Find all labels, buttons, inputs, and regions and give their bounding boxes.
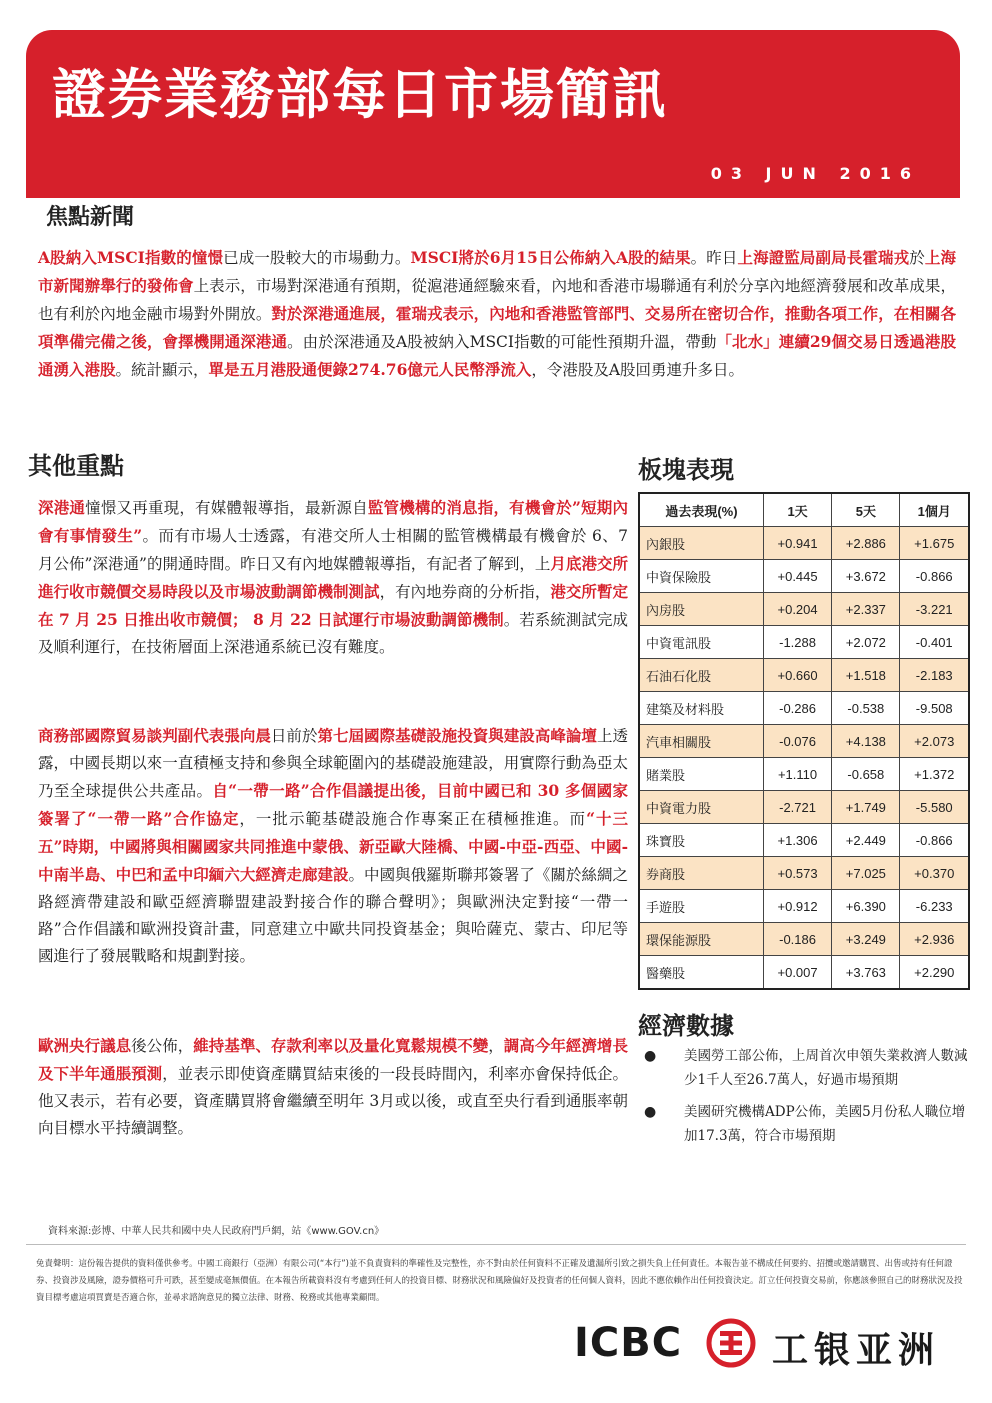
column-header: 1天 [763,493,831,527]
one-day-cell: -0.186 [763,923,831,956]
logo-chinese-text: 工银亚洲 [772,1330,941,1371]
body-text: 。統計顯示， [115,361,209,379]
five-day-cell: +2.337 [832,593,900,626]
other-highlights-heading: 其他重點 [28,452,124,480]
table-row [639,791,969,824]
sector-name-cell: 石油石化股 [639,659,763,692]
one-month-cell: -5.580 [900,791,969,824]
highlight-paragraph-shenzhen-connect [38,494,628,661]
body-text: ，令港股及A股回勇連升多日。 [531,361,745,379]
focus-news-paragraph [38,244,956,384]
five-day-cell: +6.390 [832,890,900,923]
five-day-cell: -0.658 [832,758,900,791]
body-text: 。若系統測試完成及順利運行，在技術層面上深港通系統已沒有難度。 [38,611,628,656]
highlight-text: 調高今年經濟增長及下半年通脹預測 [38,1036,628,1083]
body-text: 後公佈， [131,1037,194,1055]
one-day-cell: -2.721 [763,791,831,824]
body-text: ，有內地券商的分析指， [379,583,551,601]
column-header: 過去表現(%) [639,493,763,527]
one-day-cell: +0.912 [763,890,831,923]
one-month-cell: -0.866 [900,824,969,857]
table-row [639,527,969,560]
sector-name-cell: 中資電力股 [639,791,763,824]
highlight-text: “十三五”時期，中國將與相關國家共同推進中蒙俄、新亞歐大陸橋、中國-中亞-西亞、中國-中南半島、中巴和孟中印緬六大經濟走廊建設 [38,809,628,884]
table-row [639,725,969,758]
one-month-cell: +2.936 [900,923,969,956]
body-text: ，並表示即使資產購買結束後的一段長時間內，利率亦會保持低企。他又表示，若有必要，資產購買將會繼續至明年 3月或以後，或直至央行看到通脹率朝向目標水平持續調整。 [38,1065,628,1137]
five-day-cell: +2.886 [832,527,900,560]
sector-performance-heading: 板塊表現 [638,456,734,484]
one-month-cell: +1.372 [900,758,969,791]
five-day-cell: +7.025 [832,857,900,890]
highlight-text: 自“一帶一路”合作倡議提出後，目前中國已和 30 多個國家簽署了“一帶一路”合作協定 [38,781,628,828]
one-month-cell: +1.675 [900,527,969,560]
one-month-cell: -0.866 [900,560,969,593]
data-source-note: 資料來源:彭博、中華人民共和國中央人民政府門戶網，站《www.GOV.cn》 [48,1226,385,1237]
list-item [638,1044,968,1092]
sector-performance-table [638,492,970,990]
highlight-text: 歐洲央行議息 [38,1036,132,1055]
footer-divider [26,1244,966,1245]
body-text: 已成一股較大的市場動力。 [223,249,411,267]
highlight-text: 商務部國際貿易談判副代表張向晨 [38,726,271,745]
icbc-emblem-icon [706,1318,756,1368]
table-row [639,857,969,890]
highlight-text: 「北水」連續29個交易日透過港股通湧入港股 [38,332,956,379]
one-month-cell: -0.401 [900,626,969,659]
body-text: ，一批示範基礎設施合作專案正在積極推進。而 [239,810,587,828]
one-month-cell: +2.073 [900,725,969,758]
one-month-cell: -3.221 [900,593,969,626]
body-text: 憧憬又再重現，有媒體報導指，最新源自 [85,499,368,517]
table-row [639,560,969,593]
table-row [639,692,969,725]
report-date: 03 JUN 2016 [710,164,920,183]
bullet-icon: ● [644,1104,657,1120]
highlight-text: 上海市新聞辦舉行的發佈會 [38,248,956,295]
five-day-cell: -0.538 [832,692,900,725]
table-row [639,824,969,857]
body-text: 。由於深港通及A股被納入MSCI指數的可能性預期升溫，帶動 [287,333,717,351]
bullet-icon: ● [644,1048,657,1064]
logo-english-text: ICBC [574,1320,683,1366]
sector-name-cell: 建築及材料股 [639,692,763,725]
one-month-cell: +2.290 [900,956,969,990]
one-month-cell: -2.183 [900,659,969,692]
economic-data-heading: 經濟數據 [638,1012,734,1040]
one-day-cell: +0.445 [763,560,831,593]
sector-name-cell: 汽車相關股 [639,725,763,758]
sector-name-cell: 中資電訊股 [639,626,763,659]
sector-name-cell: 中資保險股 [639,560,763,593]
table-row [639,758,969,791]
body-text: 。昨日 [690,249,738,267]
highlight-text: 深港通 [38,498,86,517]
five-day-cell: +3.249 [832,923,900,956]
economic-item-text: 美國勞工部公佈，上周首次申領失業救濟人數減少1千人至26.7萬人，好過市場預期 [684,1048,968,1088]
body-text: ， [488,1037,504,1055]
column-header: 5天 [832,493,900,527]
body-text: 。中國與俄羅斯聯邦簽署了《關於絲綢之路經濟帶建設和歐亞經濟聯盟建設對接合作的聯合聲明》；與歐洲決定對接“一帶一路”合作倡議和歐洲投資計畫，同意建立中歐共同投資基金；與哈薩克、蒙古、印尼等國進行了發展戰略和規劃對接。 [38,866,628,965]
one-day-cell: +0.660 [763,659,831,692]
one-day-cell: +0.204 [763,593,831,626]
one-day-cell: +1.306 [763,824,831,857]
sector-name-cell: 環保能源股 [639,923,763,956]
highlight-text: A股納入MSCI指數的憧憬 [38,248,224,267]
five-day-cell: +2.449 [832,824,900,857]
body-text: 上表示，市場對深港通有預期，從滬港通經驗來看，內地和香港市場聯通有利於分享內地經濟發展和改革成果，也有利於內地金融市場對外開放。 [38,277,956,323]
sector-name-cell: 珠寶股 [639,824,763,857]
body-text: 。而有市場人士透露，有港交所人士相關的監管機構最有機會於 6、7月公佈”深港通”的開通時間。昨日又有內地媒體報導指，有記者了解到，上 [38,527,629,573]
economic-item-text: 美國研究機構ADP公佈，美國5月份私人職位增加17.3萬，符合市場預期 [684,1104,966,1144]
sector-name-cell: 手遊股 [639,890,763,923]
highlight-text: MSCI將於6月15日公佈納入A股的結果 [410,248,691,267]
sector-name-cell: 內銀股 [639,527,763,560]
table-header-row [639,493,969,527]
highlight-text: 單是五月港股通便錄274.76億元人民幣淨流入 [208,360,532,379]
sector-name-cell: 內房股 [639,593,763,626]
one-day-cell: +0.573 [763,857,831,890]
five-day-cell: +4.138 [832,725,900,758]
five-day-cell: +1.749 [832,791,900,824]
body-text: 於 [909,249,925,267]
highlight-paragraph-ecb [38,1032,628,1142]
table-row [639,890,969,923]
one-day-cell: -1.288 [763,626,831,659]
highlight-text: 月底港交所進行收市競價交易時段以及市場波動調節機制測試 [38,554,628,601]
five-day-cell: +1.518 [832,659,900,692]
column-header: 1個月 [900,493,969,527]
one-day-cell: +1.110 [763,758,831,791]
economic-data-list [638,1044,968,1156]
one-day-cell: +0.007 [763,956,831,990]
sector-name-cell: 賭業股 [639,758,763,791]
report-header [26,30,960,198]
table-row [639,956,969,990]
icbc-logo [574,1318,964,1371]
table-row [639,593,969,626]
one-month-cell: -9.508 [900,692,969,725]
highlight-text: 對於深港通進展，霍瑞戎表示，內地和香港監管部門、交易所在密切合作，推動各項工作，在相關各項準備完備之後，會擇機開通深港通 [38,304,956,351]
list-item [638,1100,968,1148]
one-day-cell: -0.076 [763,725,831,758]
table-row [639,659,969,692]
five-day-cell: +2.072 [832,626,900,659]
table-row [639,923,969,956]
table-row [639,626,969,659]
highlight-text: 上海證監局副局長霍瑞戎 [737,248,910,267]
body-text: 上透露，中國長期以來一直積極支持和參與全球範圍內的基礎設施建設，用實際行動為亞太乃至全球提供公共產品。 [38,727,628,800]
disclaimer-text: 免責聲明：這份報告提供的資料僅供參考。中國工商銀行（亞洲）有限公司(“本行”)並不負責資料的準確性及完整性，亦不對由於任何資料不正確及遺漏所引致之損失負上任何責任。本報告並不構成任何要約、招攬或邀請購買、出售或持有任何證券、投資涉及風險，證券價格可升可跌，甚至變成毫無價值。在本報告所載資料沒有考慮到任何人的投資目標、財務狀況和風險偏好及投資者的任何個人資料，因此不應依賴作出任何投資決定。訂立任何投資交易前，你應該參照自己的財務狀況及投資目標考慮這項買賣是否適合你，並尋求諮詢意見的獨立法律、財務、稅務或其他專業顧問。 [36,1259,963,1303]
one-month-cell: -6.233 [900,890,969,923]
highlight-text: 維持基準、存款利率以及量化寬鬆規模不變 [193,1036,489,1055]
highlight-text: 監管機構的消息指，有機會於”短期內會有事情發生” [38,498,628,545]
focus-news-heading: 焦點新聞 [46,205,135,230]
body-text: 日前於 [270,727,318,745]
five-day-cell: +3.763 [832,956,900,990]
report-title: 證券業務部每日市場簡訊 [52,63,668,126]
sector-name-cell: 券商股 [639,857,763,890]
highlight-text: 第七屆國際基礎設施投資與建設高峰論壇 [317,726,597,745]
five-day-cell: +3.672 [832,560,900,593]
highlight-paragraph-belt-road [38,722,628,970]
highlight-text: 港交所暫定在 7 月 25 日推出收市競價； 8 月 22 日試運行市場波動調節機制 [38,582,628,629]
one-day-cell: -0.286 [763,692,831,725]
one-month-cell: +0.370 [900,857,969,890]
one-day-cell: +0.941 [763,527,831,560]
sector-name-cell: 醫藥股 [639,956,763,990]
